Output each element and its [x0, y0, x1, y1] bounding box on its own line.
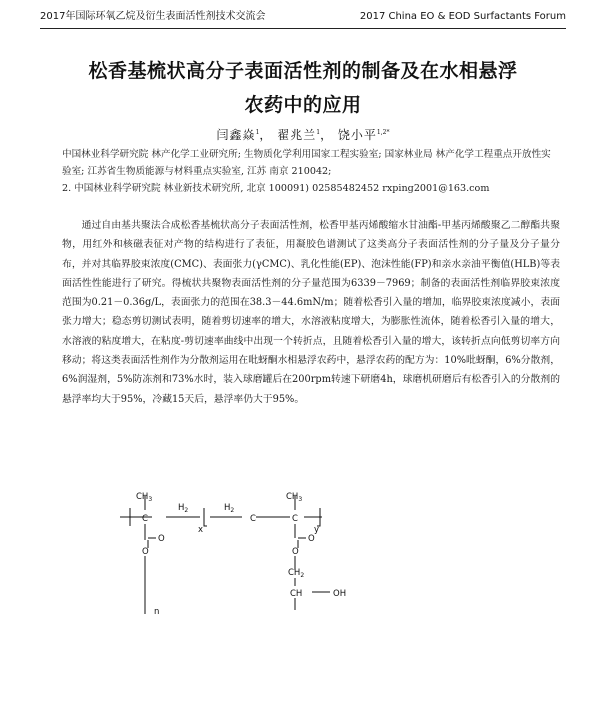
backbone-carbon-2: C — [250, 514, 256, 524]
header-conference-cn: 2017年国际环氧乙烷及衍生表面活性剂技术交流会 — [40, 11, 266, 22]
left-ester-oxygen: O — [142, 547, 149, 557]
backbone-carbon-3: C — [292, 514, 298, 524]
author-3: 饶小平 — [337, 128, 377, 142]
subscript-x: x — [198, 525, 204, 535]
author-2: 翟兆兰 — [277, 128, 317, 142]
hydroxyl-group: OH — [333, 589, 347, 599]
repeat-count-n: n — [154, 607, 160, 617]
affiliation-1: 中国林业科学研究院 林产化学工业研究所; 生物质化学利用国家工程实验室; 国家林业局 林产化学工程重点开放性实验室; 江苏省生物质能源与材料重点实验室, 江苏 南京 210042; — [62, 149, 551, 177]
chemical-structure-figure — [90, 474, 390, 624]
running-header — [40, 8, 566, 29]
subscript-y: y — [314, 525, 320, 535]
left-methyl: $CH_3$ — [136, 492, 153, 503]
paper-title-line-1: 松香基梳状高分子表面活性剂的制备及在水相悬浮 — [88, 60, 518, 82]
right-carbonyl-oxygen: O — [308, 534, 315, 544]
author-3-affiliation: 1,2* — [376, 129, 390, 136]
paper-title-line-2: 农药中的应用 — [244, 94, 362, 116]
abstract-paragraph: 通过自由基共聚法合成松香基梳状高分子表面活性剂，松香甲基丙烯酸缩水甘油酯-甲基丙烯酸聚乙二醇酯共聚物，用红外和核磁表征对产物的结构进行了表征，用凝胶色谱测试了这类高分子表面活性剂的分子量及分子量分布，并对其临界胶束浓度(CMC)、表面张力(γCMC)、乳化性能(EP)、泡沫性能(FP)和亲水亲油平衡值(HLB)等表面活性性能进行了研究。得梳状共聚物表面活性剂的分子量范围为6339－7969；制备的表面活性剂临界胶束浓度范围为0.21－0.36g/L，表面张力的范围在38.3－44.6mN/m；随着松香引入量的增加，临界胶束浓度减小，表面张力增大；稳态剪切测试表明，随着剪切速率的增大，水溶液粘度增大，为膨胀性流体，随着松香引入量的增大，水溶液的粘度增大，在粘度-剪切速率曲线中出现一个转折点，且随着松香引入量的增大，该转折点向低剪切率方向移动；将这类表面活性剂作为分散剂运用在吡蚜酮水相悬浮农药中，悬浮农药的配方为：10%吡蚜酮，6%分散剂，6%润湿剂，5%防冻剂和73%水时，装入球磨罐后在200rpm转速下研磨4h，球磨机研磨后有松香引入的分散剂的悬浮率均大于95%，冷藏15天后，悬浮率仍大于95%。 — [62, 220, 560, 405]
author-1-affiliation: 1 — [255, 129, 260, 136]
x-unit-bracket — [204, 508, 207, 526]
affiliation-2: 2. 中国林业科学研究院 林业新技术研究所, 北京 100091) 02585482452 rxping2001@163.com — [62, 183, 490, 194]
backbone-carbon-1: C — [142, 514, 148, 524]
methine-group: CH — [290, 589, 303, 599]
methylene-label-1: $H_2$ — [178, 503, 189, 514]
author-1: 闫鑫焱 — [216, 128, 256, 142]
methylene-group: $CH_2$ — [288, 568, 305, 579]
right-ester-oxygen: O — [292, 547, 299, 557]
author-2-affiliation: 1 — [316, 129, 321, 136]
methylene-label-2: $H_2$ — [224, 503, 235, 514]
header-conference-en: 2017 China EO & EOD Surfactants Forum — [359, 11, 566, 22]
left-carbonyl-oxygen: O — [158, 534, 165, 544]
author-list: 闫鑫焱$^1$， 翟兆兰$^1$， 饶小平$^{1,2*}$ — [216, 128, 390, 142]
right-methyl: $CH_3$ — [286, 492, 303, 503]
